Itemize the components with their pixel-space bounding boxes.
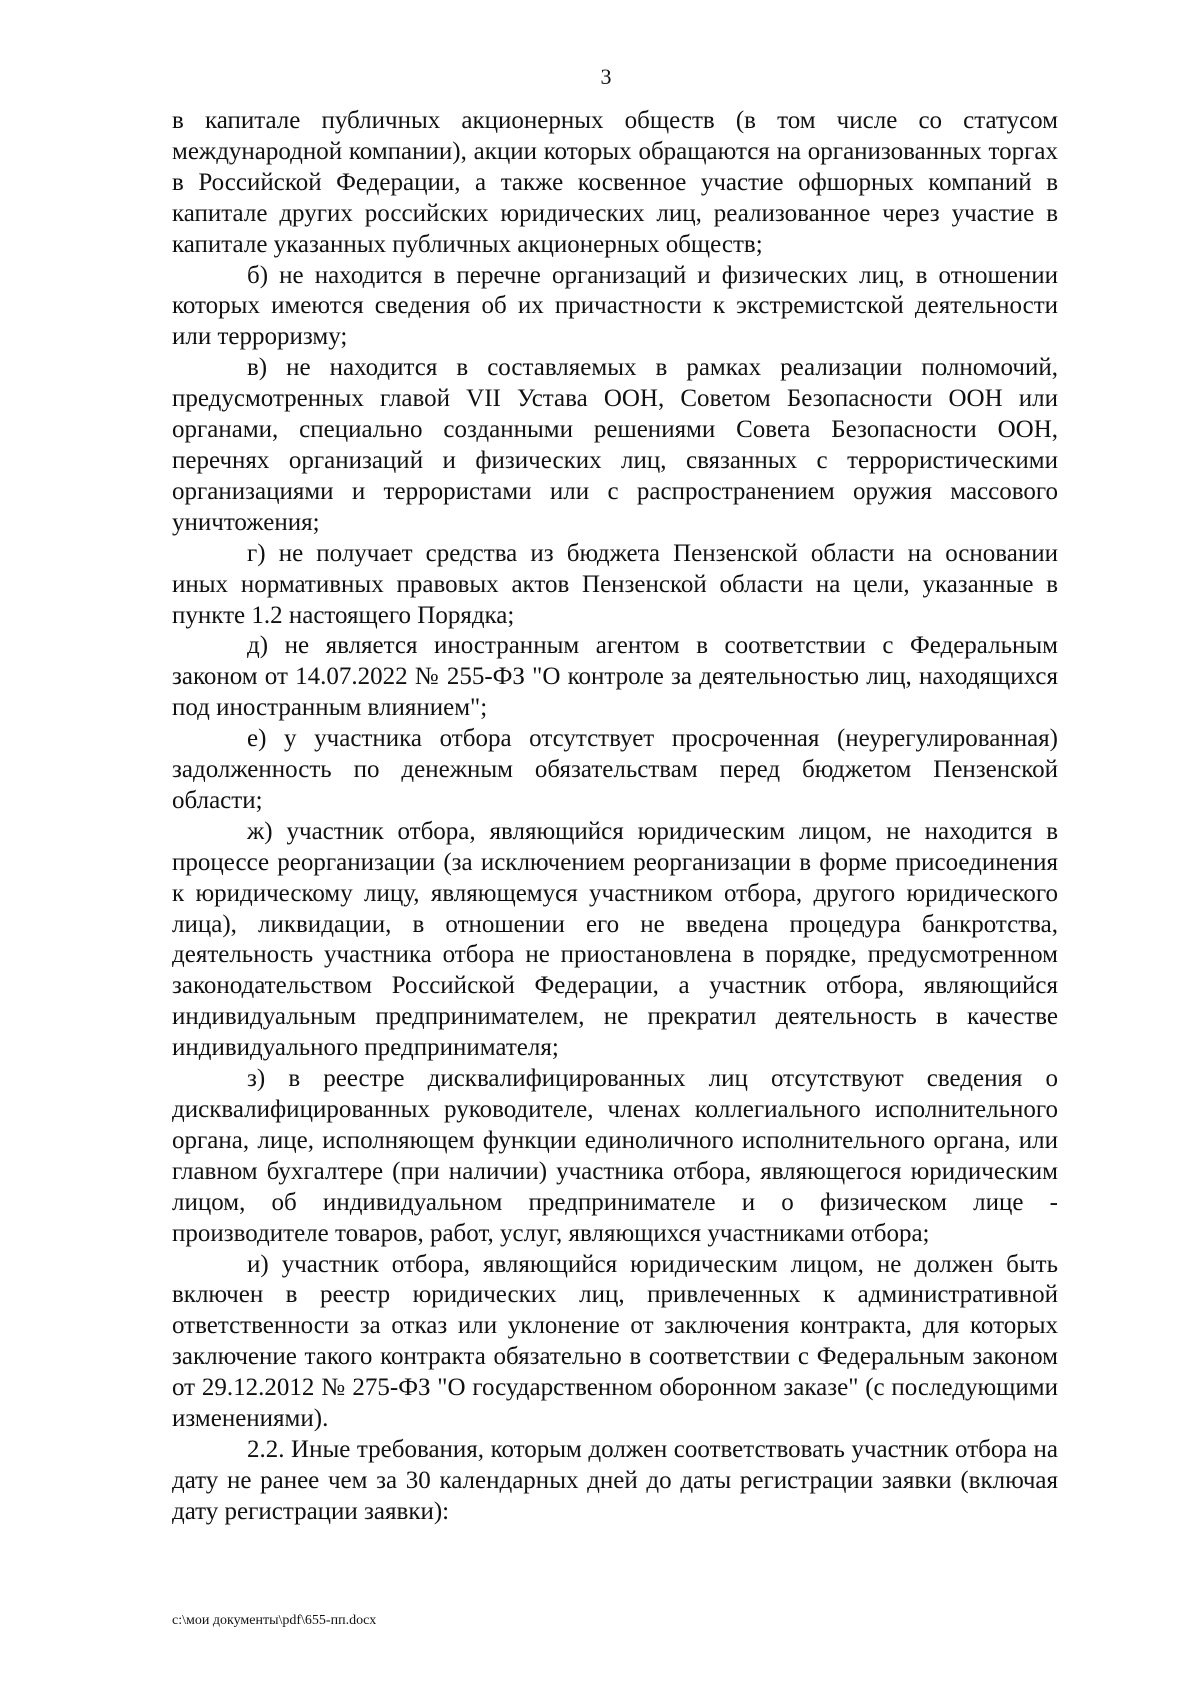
paragraph-item-i: и) участник отбора, являющийся юридическим лицом, не должен быть включен в реестр юридических лиц, привлеченных к административной ответственности за отказ или уклонение от заключения контракта, для которых заключение такого контракта обязательно в соответствии с Федеральным законом от 29.12.2012 № 275-ФЗ "О государственном оборонном заказе" (с последующими изменениями). [172, 1250, 1058, 1433]
paragraph-item-d: д) не является иностранным агентом в соответствии с Федеральным законом от 14.07.2022 № 255-ФЗ "О контроле за деятельностью лиц, находящихся под иностранным влиянием"; [172, 632, 1058, 722]
paragraph-item-z: з) в реестре дисквалифицированных лиц отсутствуют сведения о дисквалифицированных руководителе, членах коллегиального исполнительного органа, лице, исполняющем функции единоличного исполнительного органа, или главном бухгалтере (при наличии) участника отбора, являющегося юридическим лицом, об индивидуальном предпринимателе и о физическом лице - производителе товаров, работ, услуг, являющихся участниками отбора; [172, 1065, 1058, 1247]
paragraph-section-2-2: 2.2. Иные требования, которым должен соответствовать участник отбора на дату не ранее чем за 30 календарных дней до даты регистрации заявки (включая дату регистрации заявки): [172, 1435, 1058, 1525]
document-body [172, 106, 1058, 1528]
paragraph-item-b: б) не находится в перечне организаций и физических лиц, в отношении которых имеются сведения об их причастности к экстремистской деятельности или терроризму; [172, 261, 1058, 351]
paragraph-item-e: е) у участника отбора отсутствует просроченная (неурегулированная) задолженность по денежным обязательствам перед бюджетом Пензенской области; [172, 725, 1058, 814]
paragraph-item-v: в) не находится в составляемых в рамках реализации полномочий, предусмотренных главой VII Устава ООН, Советом Безопасности ООН или органами, специально созданными решениями Совета Безопасности ООН, перечнях организаций и физических лиц, связанных с террористическими организациями и террористами или с распространением оружия массового уничтожения; [172, 354, 1058, 536]
footer-file-path: c:\мои документы\pdf\655-пп.docx [172, 1613, 377, 1628]
page-number: 3 [600, 64, 612, 89]
paragraph-continuation: в капитале публичных акционерных обществ (в том числе со статусом международной компании), акции которых обращаются на организованных торгах в Российской Федерации, а также косвенное участие офшорных компаний в капитале других российских юридических лиц, реализованное через участие в капитале указанных публичных акционерных обществ; [172, 107, 1058, 258]
paragraph-item-zh: ж) участник отбора, являющийся юридическим лицом, не находится в процессе реорганизации (за исключением реорганизации в форме присоединения к юридическому лицу, являющемуся участником отбора, другого юридического лица), ликвидации, в отношении его не введена процедура банкротства, деятельность участника отбора не приостановлена в порядке, предусмотренном законодательством Российской Федерации, а участник отбора, являющийся индивидуальным предпринимателем, не прекратил деятельность в качестве индивидуального предпринимателя; [172, 817, 1058, 1062]
paragraph-item-g: г) не получает средства из бюджета Пензенской области на основании иных нормативных правовых актов Пензенской области на цели, указанные в пункте 1.2 настоящего Порядка; [172, 539, 1058, 629]
